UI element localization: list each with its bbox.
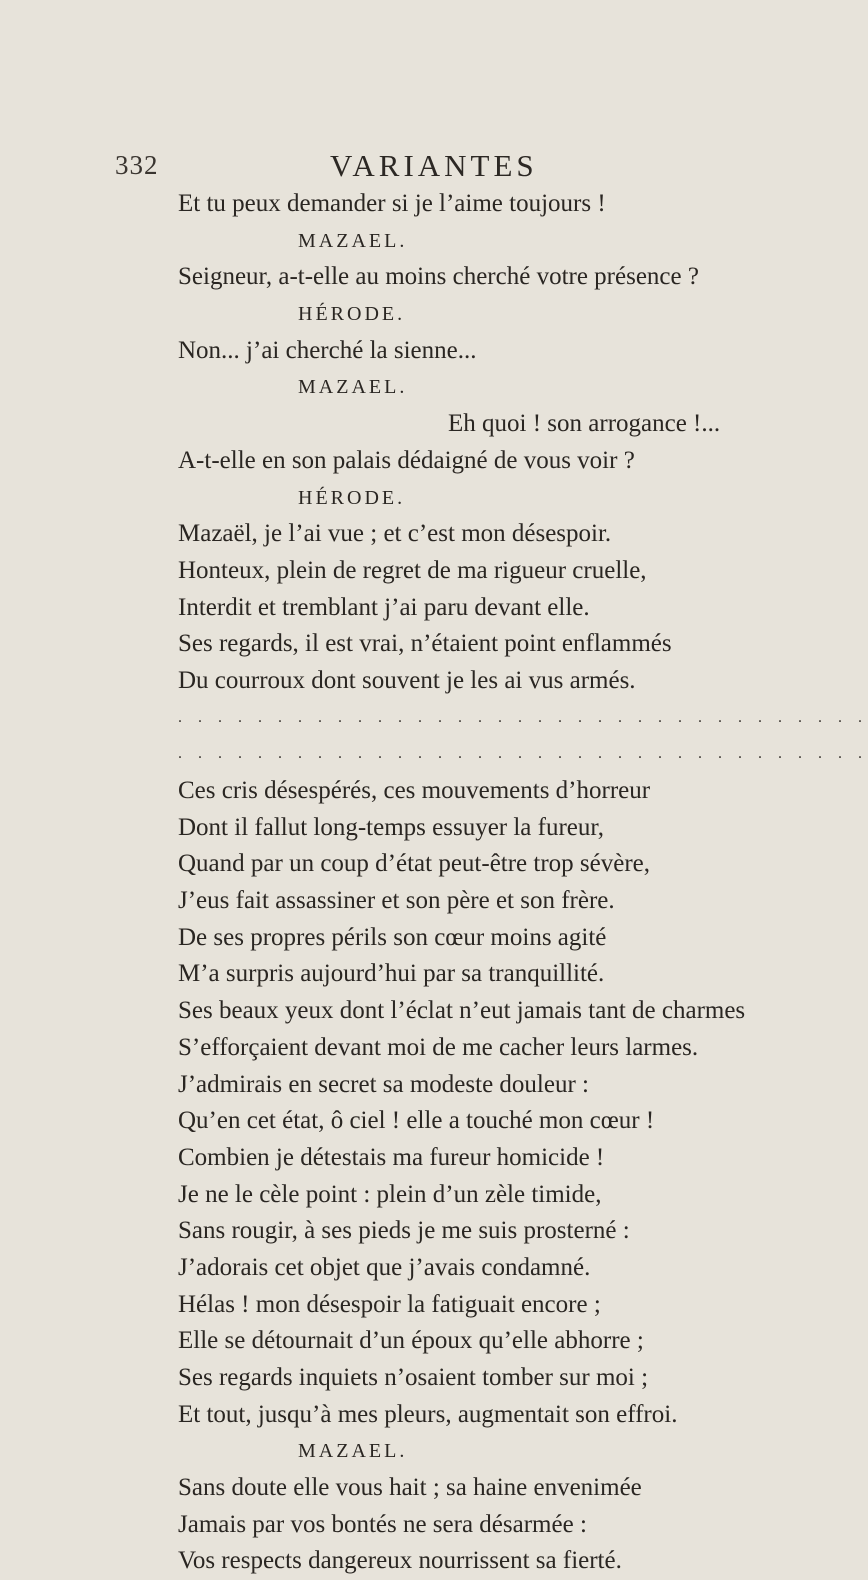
verse-line: Ces cris désespérés, ces mouvements d’horreur [178, 777, 651, 804]
running-title: VARIANTES [330, 148, 538, 183]
verse-line: J’admirais en secret sa modeste douleur : [178, 1070, 589, 1098]
verse-line: Combien je détestais ma fureur homicide ! [178, 1143, 605, 1171]
speaker-name: MAZAEL. [298, 1440, 408, 1463]
verse-line: J’eus fait assassiner et son père et son frère. [178, 887, 615, 915]
verse-line: Jamais par vos bontés ne sera désarmée : [178, 1510, 587, 1538]
verse-line: Je ne le cèle point : plein d’un zèle timide, [178, 1180, 602, 1208]
verse-line: Quand par un coup d’état peut-être trop sévère, [178, 850, 651, 878]
verse-line: Eh quoi ! son arrogance !... [448, 410, 721, 438]
verse-line: Non... j’ai cherché la sienne... [178, 336, 477, 364]
verse-line: Interdit et tremblant j’ai paru devant elle. [178, 593, 590, 621]
verse-line: Sans rougir, à ses pieds je me suis prosterné : [178, 1217, 630, 1245]
verse-line: A-t-elle en son palais dédaigné de vous voir ? [178, 446, 635, 474]
verse-line: Dont il fallut long-temps essuyer la fureur, [178, 813, 604, 841]
verse-line: Du courroux dont souvent je les ai vus armés. [178, 666, 636, 694]
verse-line: Mazaël, je l’ai vue ; et c’est mon désespoir. [178, 520, 612, 548]
verse-line: Seigneur, a-t-elle au moins cherché votre présence ? [178, 263, 699, 291]
verse-line: S’efforçaient devant moi de me cacher leurs larmes. [178, 1033, 699, 1061]
verse-line: Elle se détournait d’un époux qu’elle abhorre ; [178, 1327, 644, 1355]
verse-line: J’adorais cet objet que j’avais condamné. [178, 1253, 591, 1281]
ellipsis-line: . . . . . . . . . . . . . . . . . . . . . . . . . . . . . . . . . . . [178, 708, 868, 726]
speaker-name: MAZAEL. [298, 376, 408, 399]
verse-line: Et tu peux demander si je l’aime toujours ! [178, 190, 606, 217]
ellipsis-line: . . . . . . . . . . . . . . . . . . . . . . . . . . . . . . . . . . . [178, 745, 868, 763]
speaker-name: HÉRODE. [298, 303, 406, 326]
verse-line: Honteux, plein de regret de ma rigueur cruelle, [178, 556, 647, 584]
verse-line: Ses regards, il est vrai, n’étaient point enflammés [178, 630, 672, 658]
verse-line: M’a surpris aujourd’hui par sa tranquillité. [178, 960, 605, 988]
verse-line: Sans doute elle vous hait ; sa haine envenimée [178, 1474, 642, 1502]
verse-line: De ses propres périls son cœur moins agité [178, 923, 607, 951]
page-number: 332 [115, 150, 159, 180]
verse-line: Vos respects dangereux nourrissent sa fierté. [178, 1547, 622, 1575]
speaker-name: MAZAEL. [298, 229, 408, 252]
body-text [178, 186, 868, 1580]
verse-line: Qu’en cet état, ô ciel ! elle a touché mon cœur ! [178, 1107, 655, 1135]
speaker-name: HÉRODE. [298, 486, 406, 509]
verse-line: Ses regards inquiets n’osaient tomber sur moi ; [178, 1364, 649, 1391]
verse-line: Ses beaux yeux dont l’éclat n’eut jamais tant de charmes [178, 997, 746, 1025]
verse-line: Hélas ! mon désespoir la fatiguait encore ; [178, 1290, 601, 1318]
verse-line: Et tout, jusqu’à mes pleurs, augmentait son effroi. [178, 1400, 678, 1428]
